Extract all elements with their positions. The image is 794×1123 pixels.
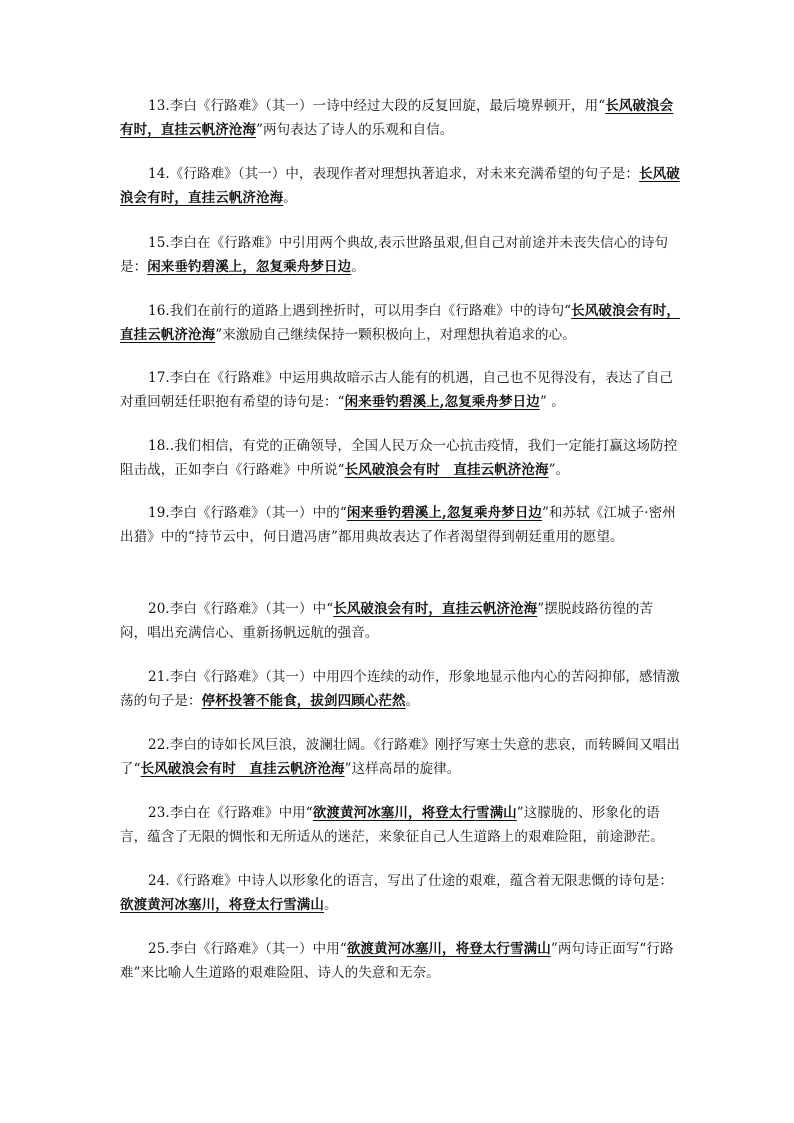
question-text-tail: 。: [405, 693, 420, 709]
question-25: [120, 937, 680, 985]
question-text-tail: 。: [283, 190, 297, 206]
question-24: [120, 869, 680, 917]
question-20: [120, 597, 680, 645]
question-23: [120, 801, 680, 849]
question-text: 22.李白的诗如长风巨浪，波澜壮阔。《行路难》刚抒写寒士失意的悲哀，而转瞬间又唱出了“: [120, 737, 680, 777]
question-14: [120, 162, 680, 210]
answer-text: 长风破浪会有时，直挂云帆济沧海: [120, 303, 680, 343]
question-text-tail: ”这朦胧的、形象化的语言，蕴含了无限的惆怅和无所适从的迷茫，来象征自己人生道路上的艰难险阻，前途渺茫。: [120, 805, 664, 845]
question-18: [120, 434, 680, 482]
question-text: 24.《行路难》中诗人以形象化的语言，写出了仕途的艰难，蕴含着无限悲慨的诗句是：: [148, 873, 673, 889]
question-text: 20.李白《行路难》（其一）中“: [148, 601, 334, 617]
question-text-tail: ”两句表达了诗人的乐观和自信。: [256, 122, 454, 138]
question-text-tail: ”来激励自己继续保持一颗积极向上，对理想执着追求的心。: [215, 327, 576, 343]
question-text-tail: ”这样高昂的旋律。: [344, 761, 461, 777]
question-text: 17.李白在《行路难》中运用典故暗示古人能有的机遇，自己也不见得没有，表达了自己对重回朝廷任职抱有希望的诗句是：“: [120, 370, 673, 410]
question-text-tail: ”摆脱歧路彷徨的苦闷，唱出充满信心、重新扬帆远航的强音。: [120, 601, 654, 641]
answer-text: 欲渡黄河冰塞川，将登太行雪满山: [346, 941, 551, 957]
question-text: 13.李白《行路难》（其一）一诗中经过大段的反复回旋，最后境界顿开，用“: [148, 98, 606, 114]
question-16: [120, 299, 680, 347]
question-13: [120, 94, 680, 142]
question-text: 16.我们在前行的道路上遇到挫折时，可以用李白《行路难》中的诗句“: [148, 303, 572, 319]
question-text-tail: ” 。: [539, 394, 565, 410]
question-text: 14.《行路难》（其一）中，表现作者对理想执著追求，对未来充满希望的句子是：: [148, 166, 640, 182]
question-17: [120, 366, 680, 414]
question-text-tail: 。: [324, 897, 338, 913]
answer-text: 闲来垂钓碧溪上,忽复乘舟梦日边: [344, 394, 540, 410]
question-text: 21.李白《行路难》（其一）中用四个连续的动作，形象地显示他内心的苦闷抑郁，感情激荡的句子是：: [120, 669, 680, 709]
question-22: [120, 733, 680, 781]
question-text: 18..我们相信，有党的正确领导，全国人民万众一心抗击疫情，我们一定能打赢这场防控阻击战，正如李白《行路难》中所说“: [120, 438, 678, 478]
question-text: 19.李白《行路难》（其一）中的“: [148, 505, 347, 521]
answer-text: 停杯投箸不能食，拔剑四顾心茫然: [201, 693, 406, 709]
answer-text: 长风破浪会有时 直挂云帆济沧海: [344, 462, 549, 478]
answer-text: 闲来垂钓碧溪上，忽复乘舟梦日边: [147, 259, 352, 275]
answer-text: 欲渡黄河冰塞川，将登太行雪满山: [312, 805, 517, 821]
answer-text: 长风破浪会有时，直挂云帆济沧海: [120, 166, 680, 206]
question-text: 25.李白《行路难》（其一）中用“: [148, 941, 347, 957]
question-text-tail: ”两句诗正面写“行路难”来比喻人生道路的艰难险阻、诗人的失意和无奈。: [120, 941, 674, 981]
question-text-tail: 。: [351, 259, 365, 275]
question-21: [120, 665, 680, 713]
question-19: [120, 501, 680, 549]
answer-text: 长风破浪会有时，直挂云帆济沧海: [120, 98, 674, 138]
answer-text: 闲来垂钓碧溪上,忽复乘舟梦日边: [346, 505, 543, 521]
answer-text: 长风破浪会有时 直挂云帆济沧海: [140, 761, 345, 777]
answer-text: 欲渡黄河冰塞川，将登太行雪满山: [120, 897, 324, 913]
question-text-tail: ”和苏轼《江城子·密州出猎》中的“持节云中，何日遣冯唐”都用典故表达了作者渴望得到朝廷重用的愿望。: [120, 505, 676, 545]
question-text: 23.李白在《行路难》中用“: [148, 805, 313, 821]
question-text-tail: ”。: [548, 462, 570, 478]
question-text: 15.李白在《行路难》中引用两个典故,表示世路虽艰,但自己对前途并未丧失信心的诗句是：: [120, 235, 669, 275]
question-15: [120, 231, 680, 279]
answer-text: 长风破浪会有时，直挂云帆济沧海: [333, 601, 538, 617]
